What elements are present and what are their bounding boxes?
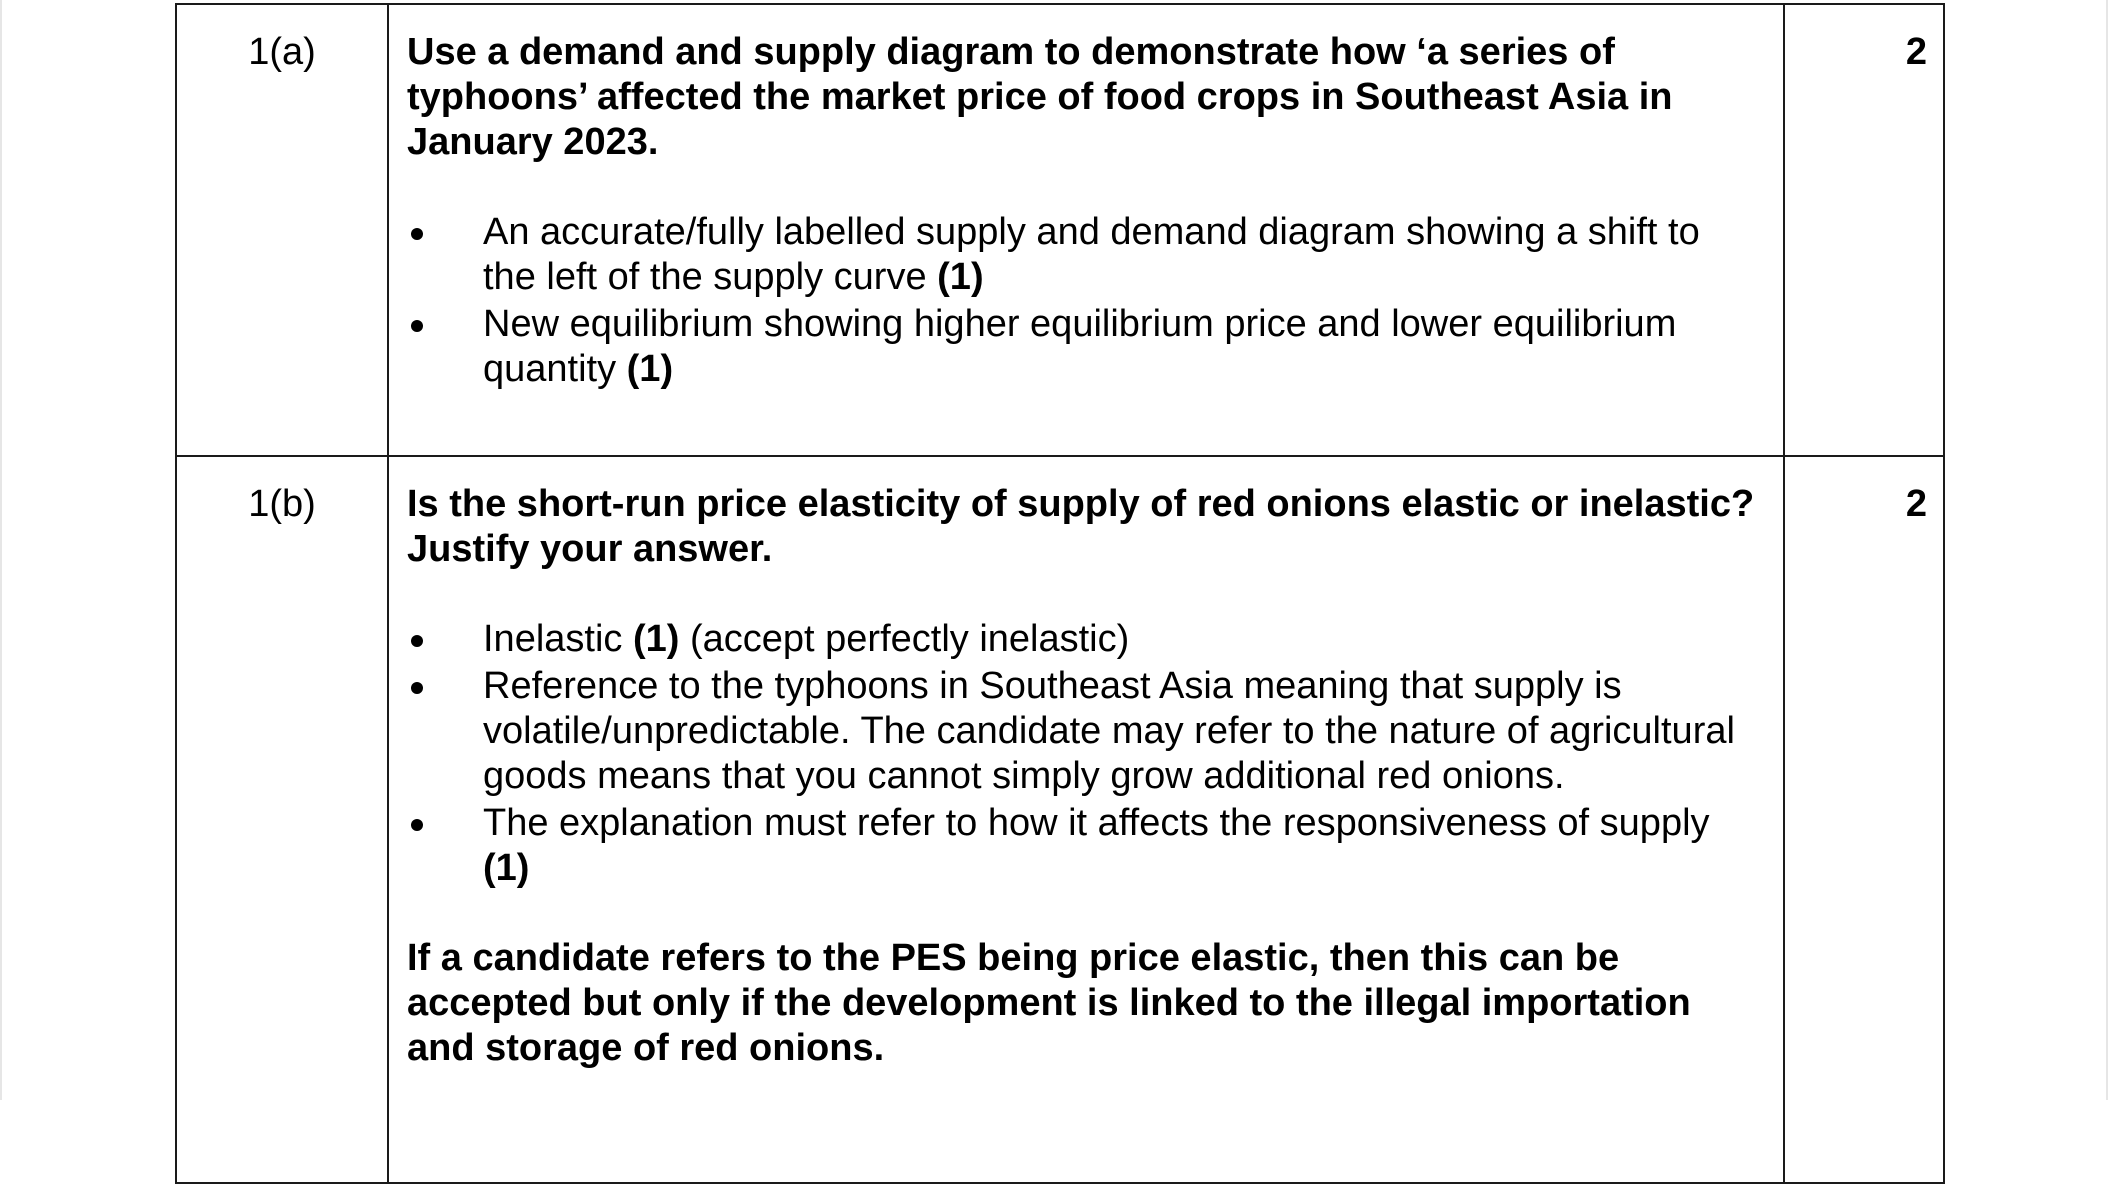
marking-point [407, 302, 1763, 392]
point-text: New equilibrium showing higher equilibrium price and lower equilibrium quantity [483, 303, 1677, 390]
marks-value: 2 [1784, 4, 1944, 456]
marking-point [407, 617, 1763, 662]
question-text: Use a demand and supply diagram to demonstrate how ‘a series of typhoons’ affected the market price of food crops in Southeast Asia in January 2023. [407, 31, 1673, 163]
point-text: An accurate/fully labelled supply and demand diagram showing a shift to the left of the supply curve [483, 211, 1700, 298]
table-row [176, 4, 1944, 456]
point-text: Reference to the typhoons in Southeast Asia meaning that supply is volatile/unpredictable. The candidate may refer to the nature of agricultural goods means that you cannot simply grow additional red onions. [483, 665, 1735, 797]
answer-cell [388, 456, 1784, 1183]
marking-point [407, 664, 1763, 799]
marks-value: 2 [1784, 456, 1944, 1183]
bullet-icon [411, 682, 423, 694]
marking-point [407, 801, 1763, 891]
marking-point [407, 210, 1763, 300]
question-number: 1(b) [176, 456, 388, 1183]
point-suffix: (accept perfectly inelastic) [689, 618, 1130, 660]
table-row [176, 456, 1944, 1183]
bullet-icon [411, 819, 423, 831]
page-left-edge [0, 0, 2, 1100]
point-text: Inelastic [483, 618, 623, 660]
question-text: Is the short-run price elasticity of supply of red onions elastic or inelastic? Justify your answer. [407, 483, 1755, 570]
mark-scheme-table [175, 3, 1945, 1184]
question-number: 1(a) [176, 4, 388, 456]
marking-points [407, 210, 1763, 392]
examiner-note: If a candidate refers to the PES being price elastic, then this can be accepted but only if the development is linked to the illegal importation and storage of red onions. [407, 937, 1691, 1069]
bullet-icon [411, 228, 423, 240]
point-text: The explanation must refer to how it affects the responsiveness of supply [483, 802, 1710, 844]
point-mark: (1) [632, 618, 680, 660]
point-mark: (1) [483, 847, 530, 889]
bullet-icon [411, 320, 423, 332]
point-mark: (1) [626, 348, 674, 390]
marking-points [407, 617, 1763, 891]
bullet-icon [411, 635, 423, 647]
answer-cell [388, 4, 1784, 456]
point-mark: (1) [937, 256, 984, 298]
